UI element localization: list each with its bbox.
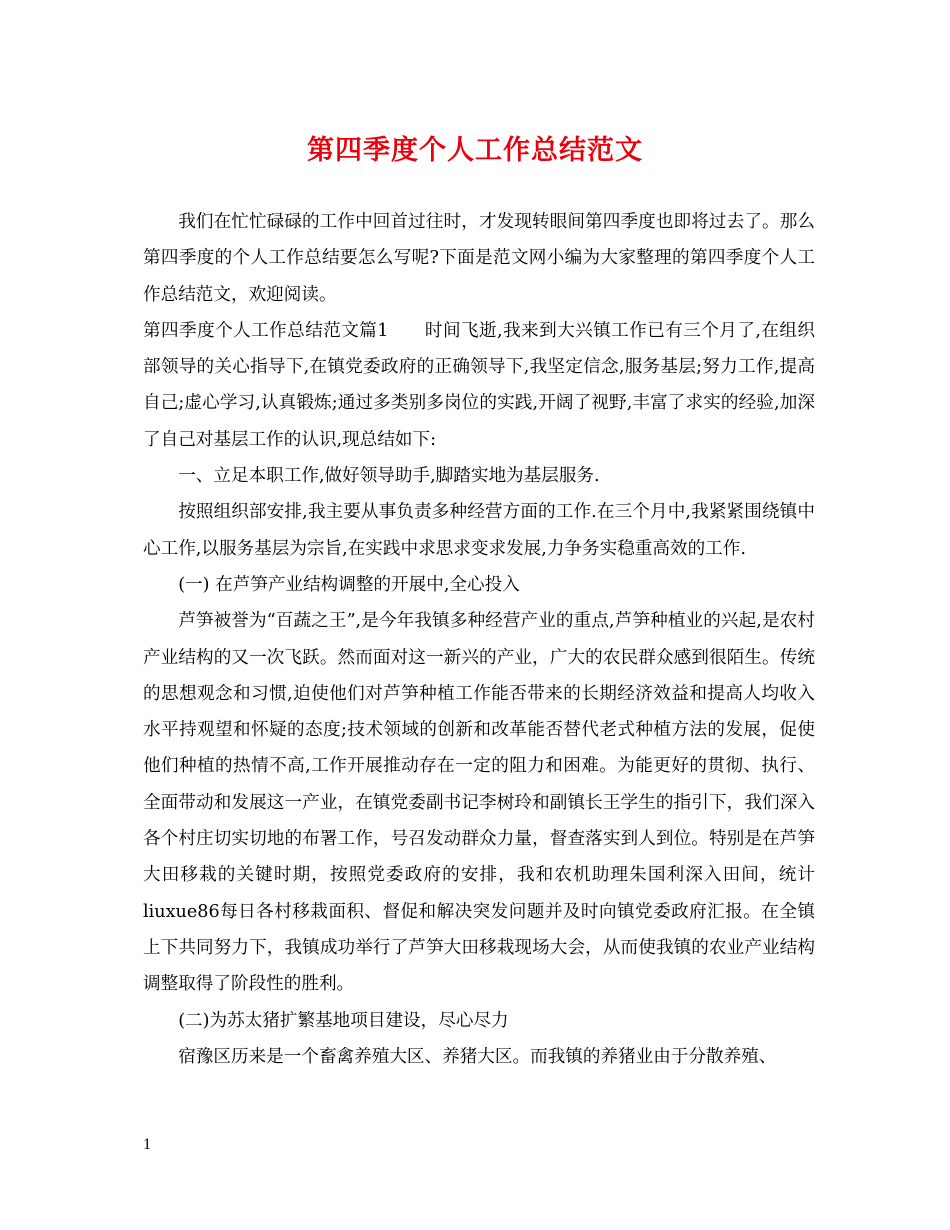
page-number: 1 (143, 1136, 151, 1153)
point-one-heading: 一、立足本职工作,做好领导助手,脚踏实地为基层服务. (178, 466, 600, 487)
subsection-one-heading: (一) 在芦笋产业结构调整的开展中,全心投入 (178, 574, 520, 595)
document-title: 第四季度个人工作总结范文 (307, 135, 643, 166)
subsection-two-heading: (二)为苏太猪扩繁基地项目建设，尽心尽力 (178, 1010, 509, 1031)
section-heading-paragraph: 第四季度个人工作总结范文篇1 时间飞逝,我来到大兴镇工作已有三个月了,在组织部领导的关心指导下,在镇党委政府的正确领导下,我坚定信念,服务基层;努力工作,提高自己;虚心学习,认真锻炼;通过多类别多岗位的实践,开阔了视野,丰富了求实的经验,加深了自己对基层工作的认识,现总结如下: (143, 320, 815, 450)
pig-farming-paragraph: 宿豫区历来是一个畜禽养殖大区、养猪大区。而我镇的养猪业由于分散养殖、 (178, 1046, 777, 1067)
intro-paragraph: 我们在忙忙碌碌的工作中回首过往时，才发现转眼间第四季度也即将过去了。那么第四季度的个人工作总结要怎么写呢?下面是范文网小编为大家整理的第四季度个人工作总结范文，欢迎阅读。 (143, 212, 815, 305)
document-body (143, 204, 815, 1075)
point-one-paragraph: 按照组织部安排,我主要从事负责多种经营方面的工作.在三个月中,我紧紧围绕镇中心工作,以服务基层为宗旨,在实践中求思求变求发展,力争务实稳重高效的工作. (143, 502, 815, 559)
asparagus-paragraph: 芦笋被誉为“百蔬之王”,是今年我镇多种经营产业的重点,芦笋种植业的兴起,是农村产业结构的又一次飞跃。然而面对这一新兴的产业，广大的农民群众感到很陌生。传统的思想观念和习惯,迫使他们对芦笋种植工作能否带来的长期经济效益和提高人均收入水平持观望和怀疑的态度;技术领域的创新和改革能否替代老式种植方法的发展，促使他们种植的热情不高,工作开展推动存在一定的阻力和困难。为能更好的贯彻、执行、全面带动和发展这一产业，在镇党委副书记李树玲和副镇长王学生的指引下，我们深入各个村庄切实切地的布署工作，号召发动群众力量，督查落实到人到位。特别是在芦笋大田移栽的关键时期，按照党委政府的安排，我和农机助理朱国利深入田间，统计liuxue86每日各村移栽面积、督促和解决突发问题并及时向镇党委政府汇报。在全镇上下共同努力下，我镇成功举行了芦笋大田移栽现场大会，从而使我镇的农业产业结构调整取得了阶段性的胜利。 (143, 611, 815, 995)
